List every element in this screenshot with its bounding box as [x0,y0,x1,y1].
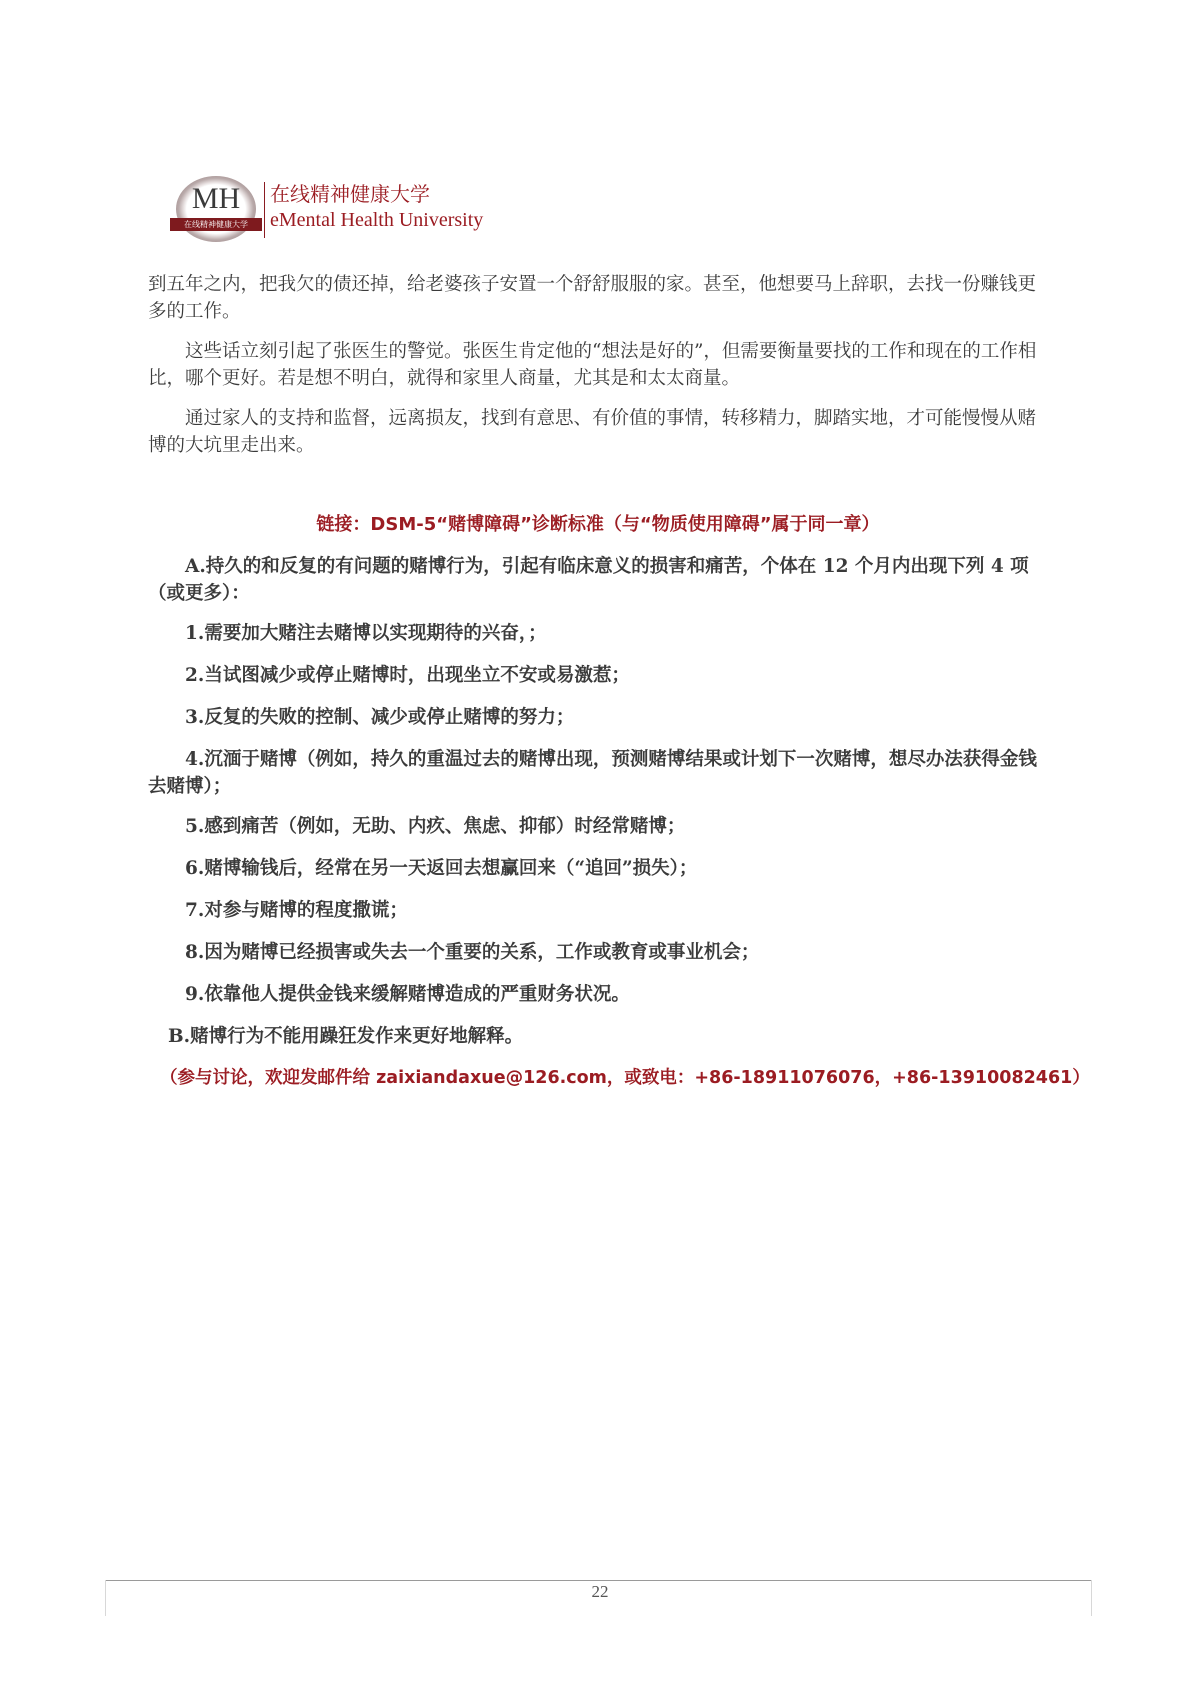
criterion-item-6: 6.赌博输钱后，经常在另一天返回去想赢回来（“追回”损失）； [185,858,698,879]
university-name-cn: 在线精神健康大学 [270,182,430,206]
criterion-item-7: 7.对参与赌博的程度撒谎； [185,900,408,921]
footer-corner-right [1091,1580,1092,1616]
logo-seal-text: MH [191,182,241,215]
header-logo [176,176,536,244]
paragraph-2: 这些话立刻引起了张医生的警觉。张医生肯定他的“想法是好的”，但需要衡量要找的工作和现在的工作相比，哪个更好。若是想不明白，就得和家里人商量，尤其是和太太商量。 [148,341,1037,389]
university-name-en: eMental Health University [270,209,484,231]
logo-divider [264,182,265,238]
paragraph-3: 通过家人的支持和监督，远离损友，找到有意思、有价值的事情，转移精力，脚踏实地，才可能慢慢从赌博的大坑里走出来。 [148,408,1037,456]
criterion-item-2: 2.当试图减少或停止赌博时，出现坐立不安或易激惹； [185,665,630,686]
paragraph-1: 到五年之内，把我欠的债还掉，给老婆孩子安置一个舒舒服服的家。甚至，他想要马上辞职，去找一份赚钱更多的工作。 [148,274,1037,322]
logo-seal-icon [176,176,256,242]
criterion-item-3: 3.反复的失败的控制、减少或停止赌博的努力； [185,707,575,728]
dsm5-link-title: 链接：DSM-5“赌博障碍”诊断标准（与“物质使用障碍”属于同一章） [316,514,880,535]
contact-info: （参与讨论，欢迎发邮件给 zaixiandaxue@126.com，或致电：+86-18911076076，+86-13910082461） [160,1068,1090,1088]
page-number: 22 [591,1582,609,1601]
criterion-item-1: 1.需要加大赌注去赌博以实现期待的兴奋，； [185,623,547,644]
criterion-item-9: 9.依靠他人提供金钱来缓解赌博造成的严重财务状况。 [185,984,630,1005]
logo-seal-ribbon: 在线精神健康大学 [170,218,262,231]
criterion-item-4: 4.沉湎于赌博（例如，持久的重温过去的赌博出现，预测赌博结果或计划下一次赌博，想尽办法获得金钱去赌博）； [148,749,1037,797]
criterion-item-8: 8.因为赌博已经损害或失去一个重要的关系，工作或教育或事业机会； [185,942,760,963]
footer-divider [105,1580,1092,1581]
criterion-b: B.赌博行为不能用躁狂发作来更好地解释。 [168,1026,524,1047]
footer-corner-left [105,1580,106,1616]
criterion-item-5: 5.感到痛苦（例如，无助、内疚、焦虑、抑郁）时经常赌博； [185,816,686,837]
criterion-a: A.持久的和反复的有问题的赌博行为，引起有临床意义的损害和痛苦，个体在 12 个月内出现下列 4 项（或更多）： [148,556,1029,604]
